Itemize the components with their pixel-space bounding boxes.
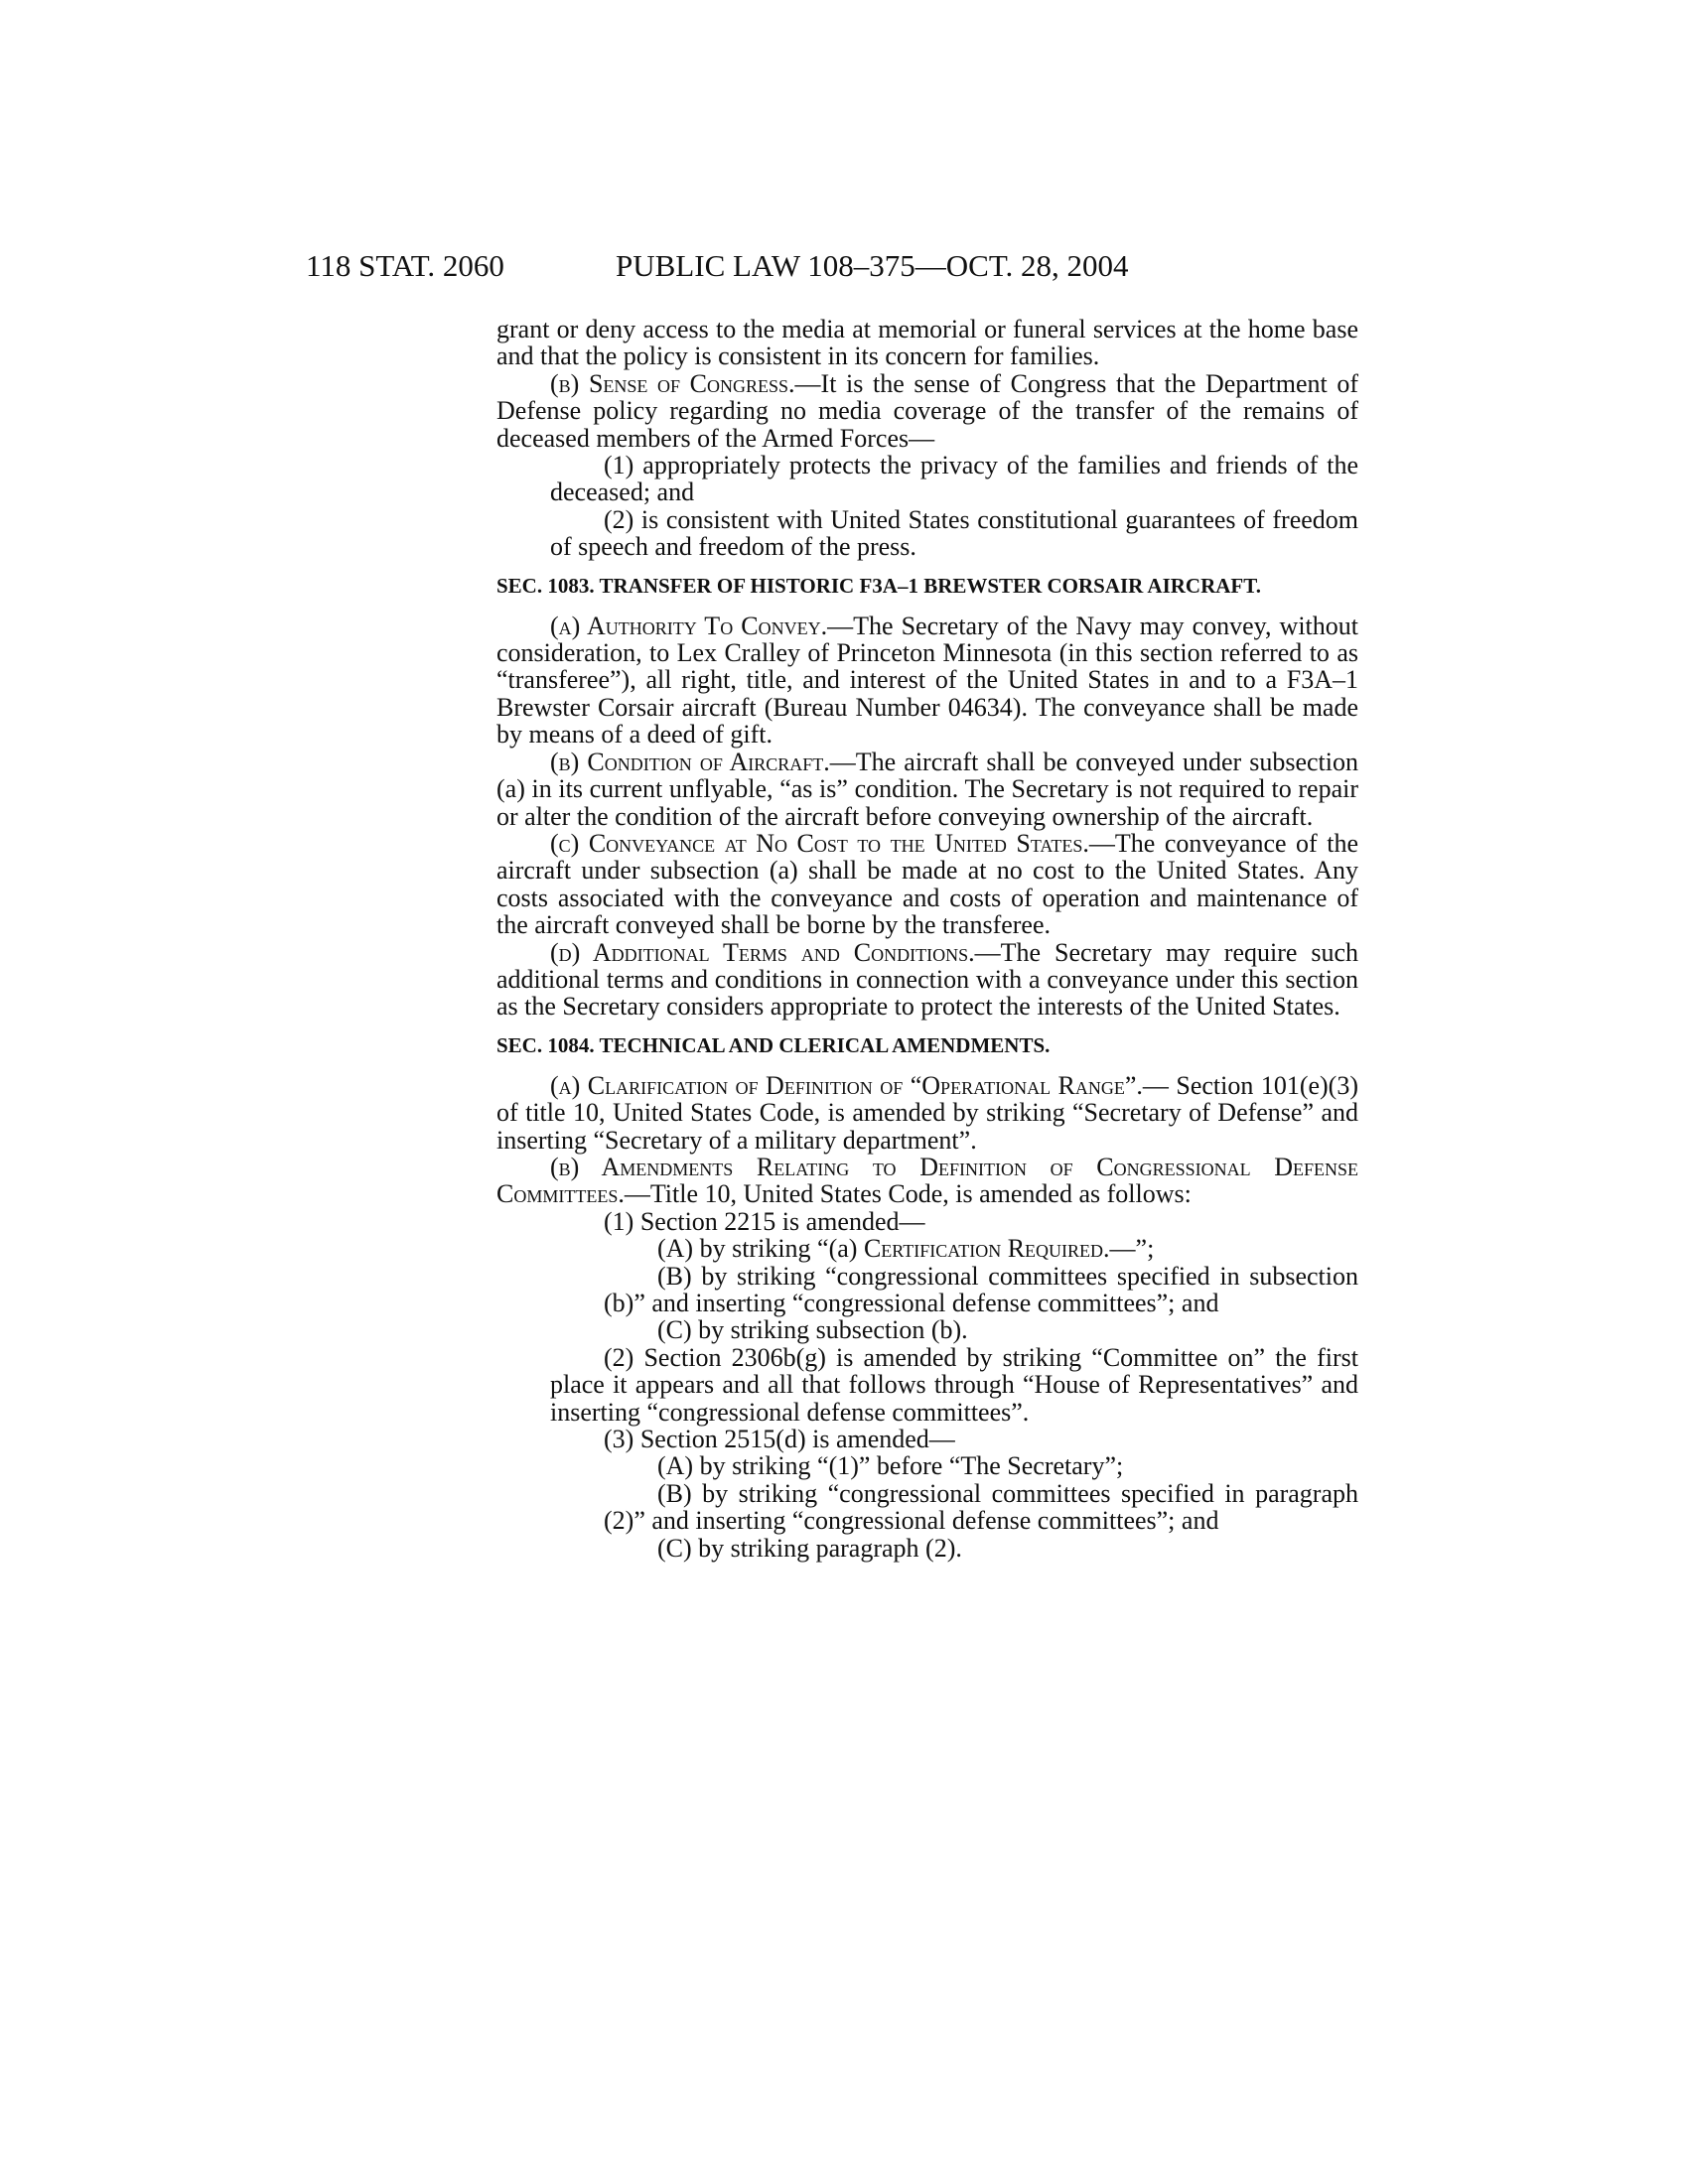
- subsection-heading: (a) Clarification of Definition of “Operational Range”.: [550, 1070, 1143, 1100]
- subsection-heading: (a) Authority To Convey.: [550, 611, 828, 640]
- subsection-a-authority: (a) Authority To Convey.—The Secretary of the Navy may convey, without consideration, to Lex Cralley of Princeton Minnesota (in this section referred to as “transferee”), all right, title, and interest of the United States in and to a F3A–1 Brewster Corsair aircraft (Bureau Number 04634). The conveyance shall be made by means of a deed of gift.: [496, 611, 1358, 750]
- subsection-heading: (c) Conveyance at No Cost to the United States.: [550, 828, 1089, 858]
- subparagraph-1C: (C) by striking subsection (b).: [657, 1315, 968, 1345]
- section-1084-heading: SEC. 1084. TECHNICAL AND CLERICAL AMENDMENTS.: [496, 1032, 1051, 1057]
- statute-page-number: 118 STAT. 2060: [306, 248, 504, 283]
- public-law-running-head: PUBLIC LAW 108–375—OCT. 28, 2004: [616, 248, 1129, 283]
- subsection-heading: (b) Sense of Congress.: [550, 368, 795, 398]
- subsection-a-operational-range: (a) Clarification of Definition of “Operational Range”.— Section 101(e)(3) of title 10, United States Code, is amended by striking “Secretary of Defense” and inserting “Secretary of a military department”.: [496, 1070, 1358, 1155]
- document-body: [496, 316, 1358, 1562]
- subparagraph-1B: (B) by striking “congressional committees specified in subsection (b)” and inserting “congressional defense committees”; and: [604, 1261, 1358, 1317]
- subsection-b-sense-of-congress: (b) Sense of Congress.—It is the sense of Congress that the Department of Defense policy regarding no media coverage of the transfer of the remains of deceased members of the Armed Forces—: [496, 368, 1359, 453]
- subsection-c-no-cost: (c) Conveyance at No Cost to the United States.—The conveyance of the aircraft under subsection (a) shall be made at no cost to the United States. Any costs associated with the conveyance and costs of operation and maintenance of the aircraft conveyed shall be borne by the transferee.: [496, 828, 1358, 940]
- subsection-heading: (b) Amendments Relating to Definition of Congressional Defense Committees.: [496, 1152, 1358, 1209]
- continued-paragraph: grant or deny access to the media at memorial or funeral services at the home base and that the policy is consistent in its concern for families.: [496, 315, 1358, 371]
- subsection-heading: (b) Condition of Aircraft.: [550, 747, 830, 776]
- subsection-d-additional-terms: (d) Additional Terms and Conditions.—The Secretary may require such additional terms and conditions in connection with a conveyance under this section as the Secretary considers appropriate to protect the interests of the United States.: [496, 937, 1359, 1022]
- subparagraph-3C: (C) by striking paragraph (2).: [657, 1533, 962, 1563]
- subsection-b-condition: (b) Condition of Aircraft.—The aircraft shall be conveyed under subsection (a) in its current unflyable, “as is” condition. The Secretary is not required to repair or alter the condition of the aircraft before conveying ownership of the aircraft.: [496, 747, 1358, 831]
- paragraph-b1: (1) appropriately protects the privacy of the families and friends of the deceased; and: [550, 451, 1358, 507]
- subparagraph-3A: (A) by striking “(1)” before “The Secretary”;: [657, 1451, 1124, 1481]
- paragraph-b2: (2) is consistent with United States constitutional guarantees of freedom of speech and freedom of the press.: [550, 504, 1358, 562]
- subsection-b-defense-committees: (b) Amendments Relating to Definition of Congressional Defense Committees.—Title 10, United States Code, is amended as follows:: [496, 1152, 1358, 1209]
- paragraph-3: (3) Section 2515(d) is amended—: [604, 1425, 955, 1454]
- subsection-heading: (d) Additional Terms and Conditions.: [550, 937, 975, 967]
- section-1083-heading: SEC. 1083. TRANSFER OF HISTORIC F3A–1 BREWSTER CORSAIR AIRCRAFT.: [496, 573, 1261, 598]
- page-header: [306, 246, 1398, 286]
- subparagraph-3B: (B) by striking “congressional committees specified in paragraph (2)” and inserting “congressional defense committees”; and: [604, 1478, 1358, 1536]
- subparagraph-1A: (A) by striking “(a) Certification Required.—”;: [657, 1234, 1155, 1264]
- paragraph-2: (2) Section 2306b(g) is amended by striking “Committee on” the first place it appears and all that follows through “House of Representatives” and inserting “congressional defense committees”.: [550, 1342, 1358, 1427]
- paragraph-1: (1) Section 2215 is amended—: [604, 1206, 925, 1236]
